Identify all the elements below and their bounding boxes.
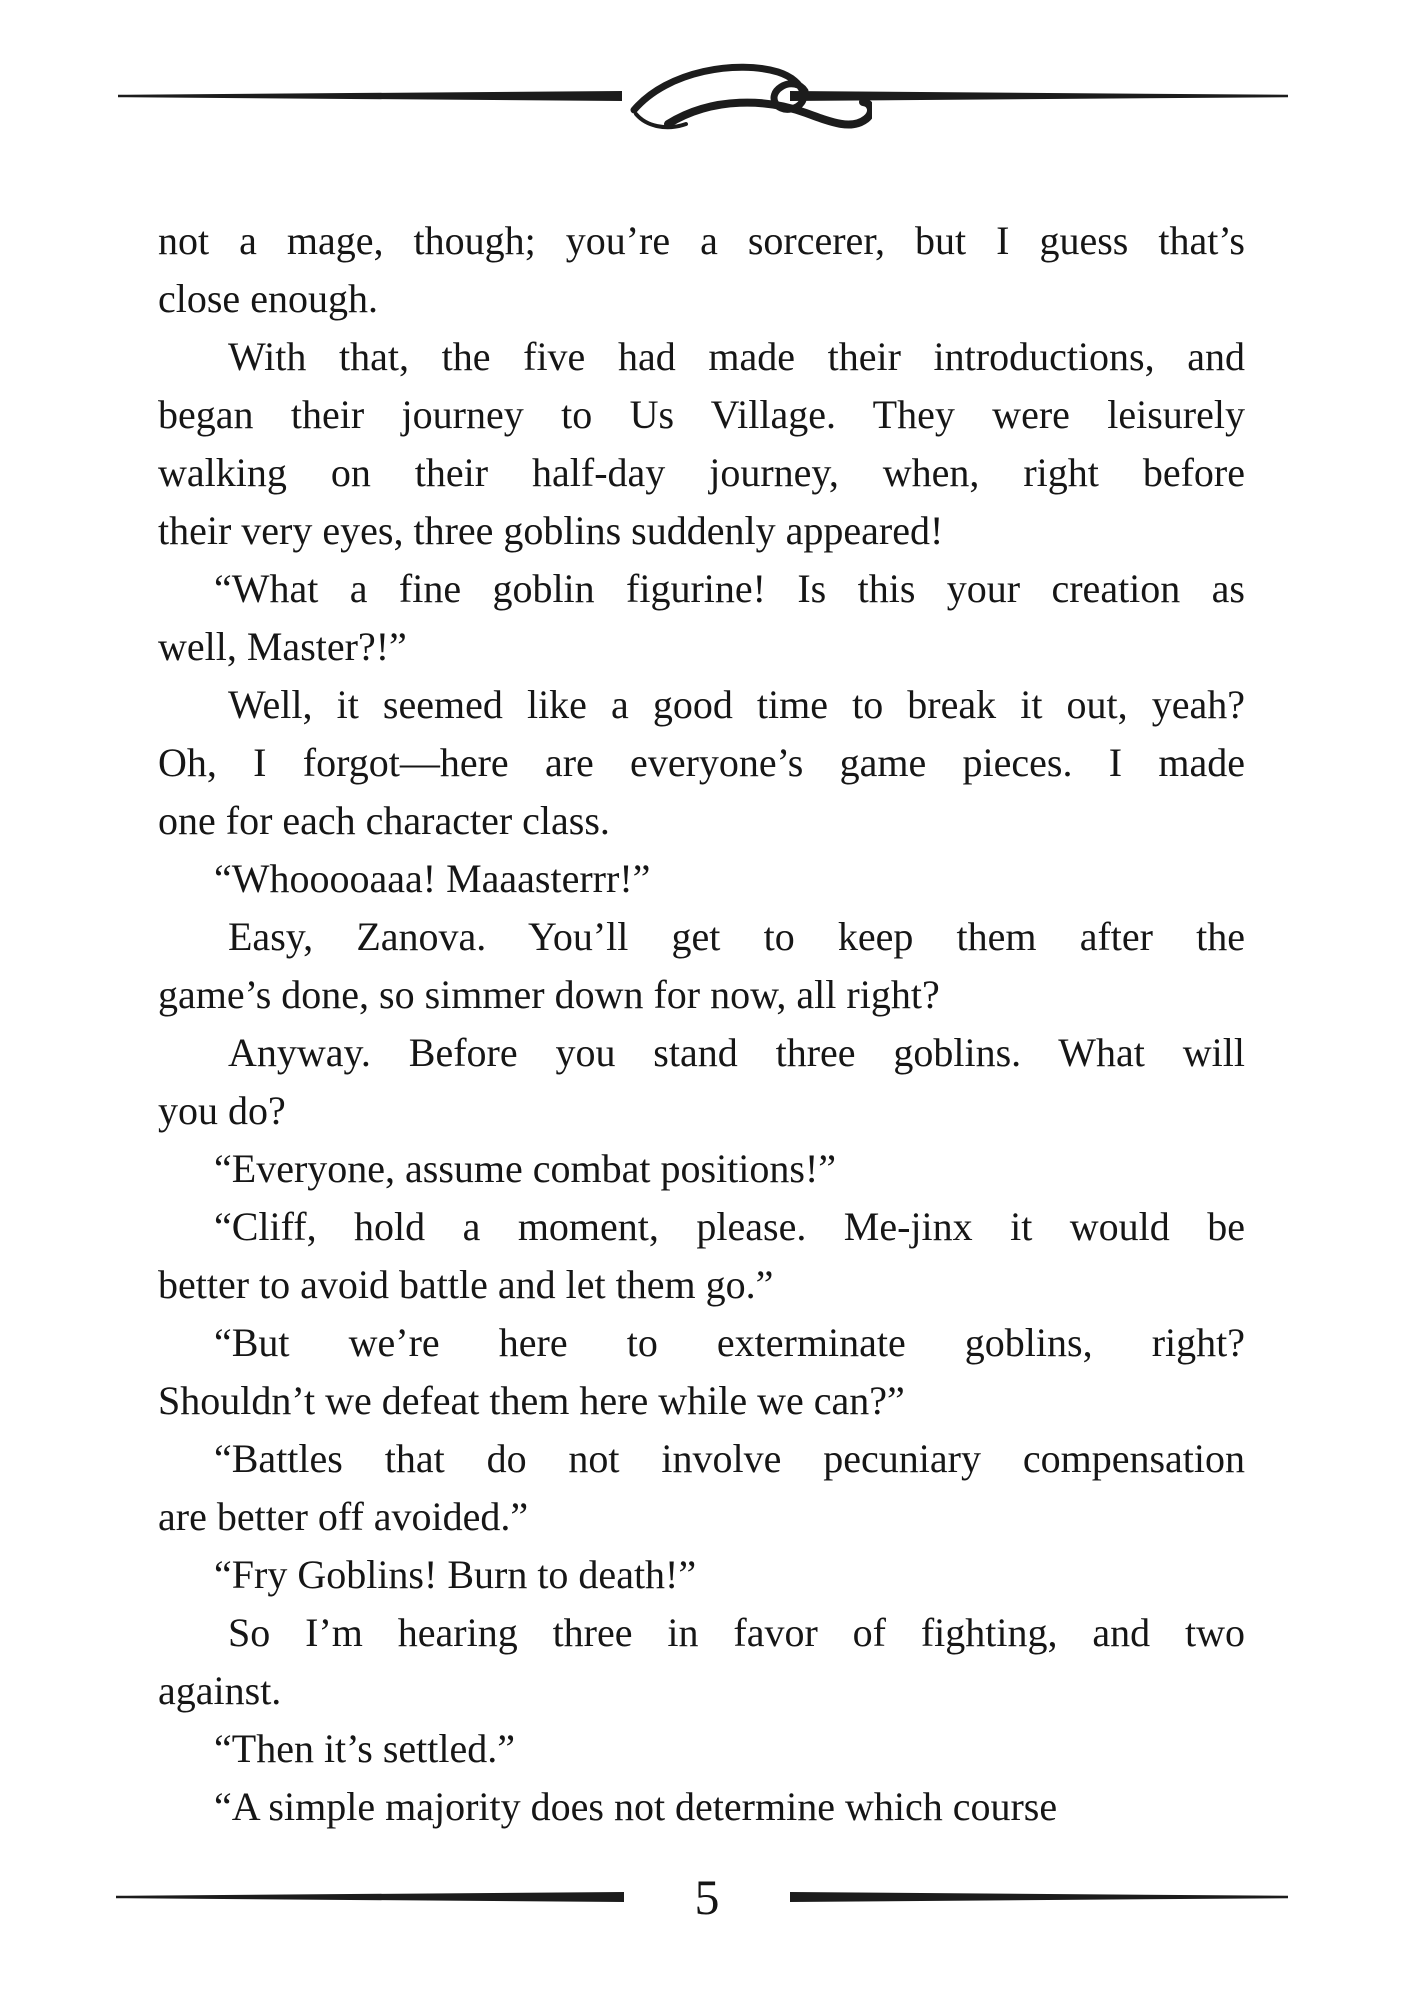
paragraph (158, 1430, 1245, 1546)
paragraph (158, 1546, 1245, 1604)
text-line: not a mage, though; you’re a sorcerer, but I guess that’s (158, 218, 1245, 263)
paragraph (158, 1778, 1245, 1836)
text-line: one for each character class. (158, 798, 610, 843)
paragraph (158, 328, 1245, 560)
text-line: their very eyes, three goblins suddenly appeared! (158, 508, 944, 553)
paragraph (158, 908, 1245, 1024)
text-line: are better off avoided.” (158, 1494, 529, 1539)
text-line: Well, it seemed like a good time to break it out, yeah? (228, 682, 1245, 727)
text-line: you do? (158, 1088, 286, 1133)
text-line: “But we’re here to exterminate goblins, right? (214, 1320, 1245, 1365)
text-line: “Whooooaaa! Maaasterrr!” (214, 856, 651, 901)
text-line: “A simple majority does not determine which course (214, 1784, 1058, 1829)
text-line: “What a fine goblin figurine! Is this your creation as (214, 566, 1245, 611)
text-line: Shouldn’t we defeat them here while we can?” (158, 1378, 905, 1423)
text-line: “Then it’s settled.” (214, 1726, 516, 1771)
page-number: 5 (694, 1869, 720, 1925)
paragraph (158, 212, 1245, 328)
text-line: close enough. (158, 276, 378, 321)
paragraph (158, 1720, 1245, 1778)
header-divider-line-left (118, 91, 622, 101)
header-divider-line-right (790, 91, 1288, 101)
text-line: With that, the five had made their introductions, and (228, 334, 1245, 379)
text-line: “Cliff, hold a moment, please. Me-jinx it would be (214, 1204, 1245, 1249)
text-line: “Everyone, assume combat positions!” (214, 1146, 837, 1191)
paragraph (158, 560, 1245, 676)
text-line: Oh, I forgot—here are everyone’s game pieces. I made (158, 740, 1245, 785)
text-line: against. (158, 1668, 282, 1713)
paragraph (158, 676, 1245, 850)
text-line: Easy, Zanova. You’ll get to keep them after the (228, 914, 1245, 959)
text-line: well, Master?!” (158, 624, 407, 669)
footer-divider-line-right (790, 1892, 1288, 1902)
paragraph (158, 1604, 1245, 1720)
body-text (158, 212, 1245, 1836)
text-line: “Battles that do not involve pecuniary compensation (214, 1436, 1245, 1481)
text-line: better to avoid battle and let them go.” (158, 1262, 774, 1307)
paragraph (158, 1314, 1245, 1430)
text-line: began their journey to Us Village. They were leisurely (158, 392, 1245, 437)
text-line: “Fry Goblins! Burn to death!” (214, 1552, 697, 1597)
text-line: So I’m hearing three in favor of fighting, and two (228, 1610, 1245, 1655)
text-line: walking on their half-day journey, when, right before (158, 450, 1245, 495)
paragraph (158, 1198, 1245, 1314)
paragraph (158, 1024, 1245, 1140)
paragraph (158, 1140, 1245, 1198)
text-line: game’s done, so simmer down for now, all right? (158, 972, 940, 1017)
paragraph (158, 850, 1245, 908)
footer-divider-line-left (116, 1892, 624, 1902)
text-line: Anyway. Before you stand three goblins. What will (228, 1030, 1245, 1075)
